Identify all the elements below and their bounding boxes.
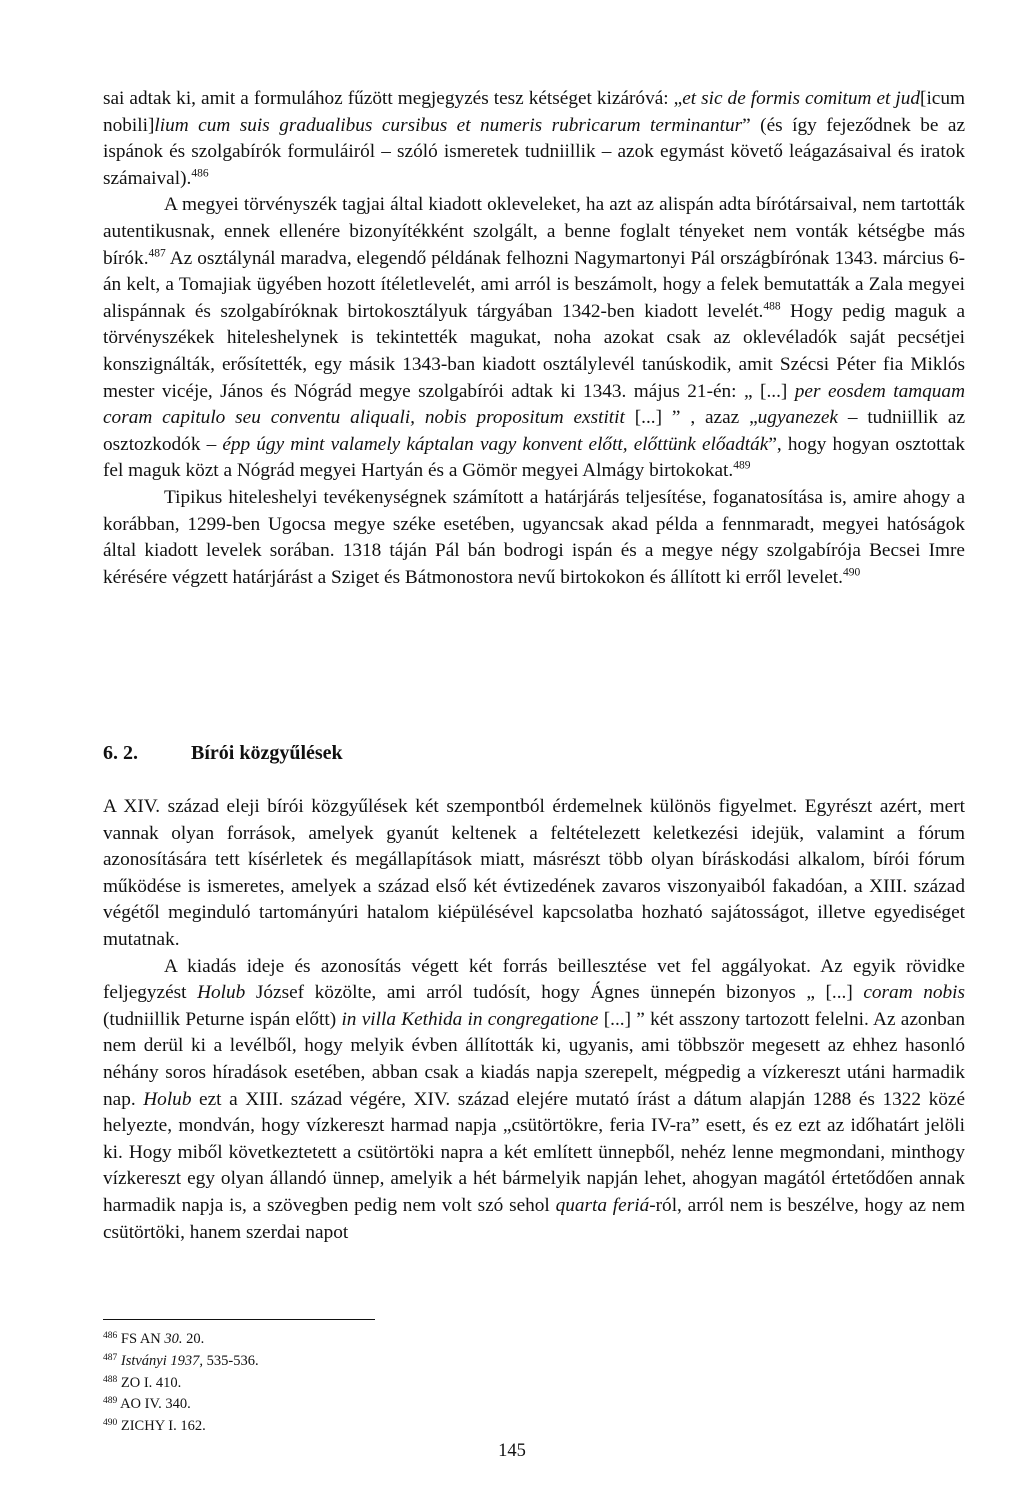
footnote-ref: 490 (842, 566, 861, 579)
paragraph: A megyei törvényszék tagjai által kiadott okleveleket, ha azt az alispán adta bírótársaival, nem tartották autentikusnak, ennek ellenére bizonyítékként szolgált, a benne foglalt tényeket nem vonták kétségbe más bírók.$^{487}$ Az osztálynál maradva, elegendő példának felhozni Nagymartonyi Pál országbírónak 1343. március 6-án kelt, a Tomajiak ügyében hozott ítéletlevelét, ami arról is beszámolt, hogy a felek bemutatták a Zala megyei alispánnak és szolgabíróknak birtokosztályuk tárgyában 1342-ben kiadott levelét.$^{488}$ Hogy pedig maguk a törvényszékek hiteleshelynek is tekintették magukat, noha azokat csak az oklevéladók saját pecsétjei konszignálták, erősítették, egy másik 1343-ban kiadott osztálylevél tanúskodik, amit Szécsi Péter fia Miklós mester vicéje, János és Nógrád megye szolgabírói adtak ki 1343. május 21-én: „ [...] per eosdem tamquam coram capitulo seu conventu aliquali, nobis propositum exstitit [...] ” , azaz „ugyanezek – tudniillik az osztozkodók – épp úgy mint valamely káptalan vagy konvent előtt, előttünk előadták”, hogy hogyan osztottak fel maguk közt a Nógrád megyei Hartyán és a Gömör megyei Almágy birtokokat.$^{489}$ (103, 194, 965, 482)
footnote-number: 489 (103, 1396, 118, 1407)
paragraph: Tipikus hiteleshelyi tevékenységnek számított a határjárás teljesítése, foganatosítása is, amire ahogy a korábban, 1299-ben Ugocsa megye széke esetében, ugyancsak akad példa a fennmaradt, megyei hatóságok által kiadott levelek sorában. 1318 táján Pál bán bodrogi ispán és a megye négy szolgabírója Becsei Imre kérésére végzett határjárást a Sziget és Bátmonostora nevű birtokokon és állított ki erről levelet.$^{490}$ (103, 486, 965, 588)
section-number: 6. 2. (103, 742, 138, 764)
italic-text: Holub (197, 982, 246, 1004)
italic-text: Holub (143, 1088, 192, 1110)
footnote: $^{487}$ Istványi 1937, 535-536. (103, 1352, 259, 1369)
footnote-number: 488 (103, 1374, 118, 1385)
footnote: $^{486}$ FS AN 30. 20. (103, 1330, 205, 1347)
italic-text: quarta feriá (555, 1194, 650, 1216)
paragraph: A kiadás ideje és azonosítás végett két forrás beillesztése vet fel aggályokat. Az egyik rövidke feljegyzést Holub József közölte, ami arról tudósít, hogy Ágnes ünnepén bizonyos „ [...] coram nobis (tudniillik Peturne ispán előtt) in villa Kethida in congregatione [...] ” két asszony tartozott felelni. Az azonban nem derül ki a levélből, hogy melyik évben állították ki, ugyanis, ami többször megesett az ehhez hasonló néhány soros híradások esetében, abban csak a kiadás napja szerepelt, mégpedig a vízkereszt utáni harmadik nap. Holub ezt a XIII. század végére, XIV. század elejére mutató írást a dátum alapján 1288 és 1322 közé helyezte, mondván, hogy vízkereszt harmad napja „csütörtökre, feria IV-ra” esett, és ez ezt az időhatárt jelöli ki. Hogy miből következtetett a csütörtöki napra a két említett ünnepből, nehéz lenne megmondani, minthogy vízkereszt egy olyan állandó ünnep, amelyik a hét bármelyik napján lehet, ahogyan magától értetődően annak harmadik napja is, a szövegben pedig nem volt szó sehol quarta feriá-ról, arról nem is beszélve, hogy az nem csütörtöki, hanem szerdai napot (103, 955, 966, 1243)
body-text-upper (103, 86, 965, 591)
section-title: Bírói közgyűlések (191, 742, 343, 764)
italic-text: Istványi 1937, (120, 1352, 204, 1369)
footnote-number: 490 (103, 1417, 118, 1428)
footnote-separator (103, 1319, 375, 1320)
italic-text: épp úgy mint valamely káptalan vagy konvent előtt, előttünk előadták (222, 433, 769, 455)
footnote: $^{490}$ ZICHY I. 162. (103, 1417, 206, 1435)
section-heading (103, 742, 343, 765)
footnote-number: 486 (103, 1330, 118, 1341)
body-text-lower (103, 794, 965, 1246)
page-number: 145 (498, 1441, 526, 1461)
footnote-ref: 489 (733, 459, 751, 472)
italic-text: coram nobis (863, 982, 965, 1004)
footnote-number: 487 (103, 1352, 118, 1363)
footnote-ref: 486 (191, 167, 209, 180)
footnote-ref: 488 (763, 300, 781, 313)
italic-text: et sic de formis comitum et jud (682, 88, 921, 109)
paragraph: sai adtak ki, amit a formulához fűzött megjegyzés tesz kétséget kizáróvá: „et sic de formis comitum et jud[icum nobili]lium cum suis gradualibus cursibus et numeris rubricarum terminantur” (és így fejeződnek be az ispánok és szolgabírók formuláiról – szóló ismeretek tudniillik – azok egymást követő leágazásaival és iratok számaival).$^{486}$ (103, 88, 966, 189)
paragraph: A XIV. század eleji bírói közgyűlések két szempontból érdemelnek különös figyelmet. Egyrészt azért, mert vannak olyan források, amelyek gyanút keltenek a feltételezett keletkezési idejük, valamint a fórum azonosítására tett kísérletek és megállapítások miatt, másrészt több olyan bíráskodási alkalom, bírói fórum működése is ismeretes, amelyek a század első két évtizedének zavaros viszonyaiból fakadóan, a XIII. század végétől meginduló tartományúri hatalom kiépülésével kapcsolatba hozható sajátosságot, illetve egyediséget mutatnak. (103, 796, 965, 950)
footnote-ref: 487 (148, 247, 166, 260)
italic-text: lium cum suis gradualibus cursibus et numeris rubricarum terminantur (154, 114, 743, 136)
footnote: $^{489}$ AO IV. 340. (103, 1396, 191, 1413)
footnotes (103, 1329, 259, 1438)
footnote: $^{488}$ ZO I. 410. (103, 1374, 182, 1391)
italic-text: 30. (164, 1331, 183, 1347)
italic-text: per eosdem tamquam coram capitulo seu conventu aliquali, nobis propositum exstitit (103, 380, 965, 429)
italic-text: ugyanezek (757, 407, 838, 429)
italic-text: in villa Kethida in congregatione (341, 1008, 599, 1030)
